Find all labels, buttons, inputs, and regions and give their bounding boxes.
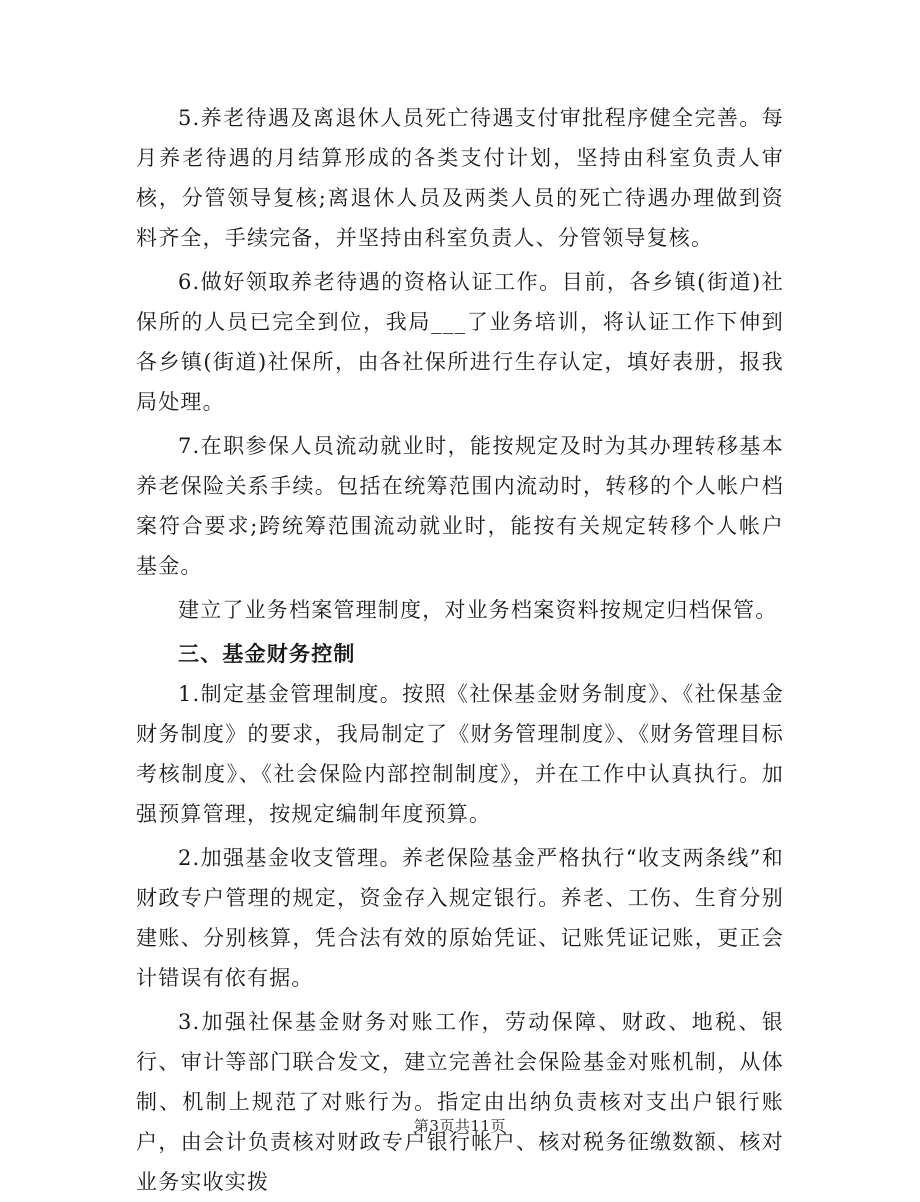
section-heading: 三、基金财务控制 [178, 641, 356, 666]
page-number: 第3页共11页 [413, 1117, 507, 1135]
paragraph-archive: 建立了业务档案管理制度，对业务档案资料按规定归档保管。 [178, 598, 778, 622]
paragraph-item-7: 7.在职参保人员流动就业时，能按规定及时为其办理转移基本养老保险关系手续。包括在统筹范围内流动时，转移的个人帐户档案符合要求;跨统筹范围流动就业时，能按有关规定转移个人帐户基金。 [136, 434, 784, 578]
document-body [136, 98, 784, 1202]
paragraph-item-5: 5.养老待遇及离退休人员死亡待遇支付审批程序健全完善。每月养老待遇的月结算形成的各类支付计划，坚持由科室负责人审核，分管领导复核;离退休人员及两类人员的死亡待遇办理做到资料齐全，手续完备，并坚持由科室负责人、分管领导复核。 [136, 106, 784, 250]
paragraph-fund-2: 2.加强基金收支管理。养老保险基金严格执行“收支两条线”和财政专户管理的规定，资金存入规定银行。养老、工伤、生育分别建账、分别核算，凭合法有效的原始凭证、记账凭证记账，更正会计错误有依有据。 [136, 846, 784, 990]
paragraph-fund-3: 3.加强社保基金财务对账工作，劳动保障、财政、地税、银行、审计等部门联合发文，建立完善社会保险基金对账机制，从体制、机制上规范了对账行为。指定由出纳负责核对支出户银行账户，由会计负责核对财政专户银行帐户、核对税务征缴数额、核对业务实收实拨 [136, 1010, 784, 1194]
paragraph-fund-1: 1.制定基金管理制度。按照《社保基金财务制度》、《社保基金财务制度》的要求，我局制定了《财务管理制度》、《财务管理目标考核制度》、《社会保险内部控制制度》，并在工作中认真执行。加强预算管理，按规定编制年度预算。 [136, 682, 784, 826]
paragraph-item-6: 6.做好领取养老待遇的资格认证工作。目前，各乡镇(街道)社保所的人员已完全到位，我局___了业务培训，将认证工作下伸到各乡镇(街道)社保所，由各社保所进行生存认定，填好表册，报我局处理。 [136, 270, 784, 414]
